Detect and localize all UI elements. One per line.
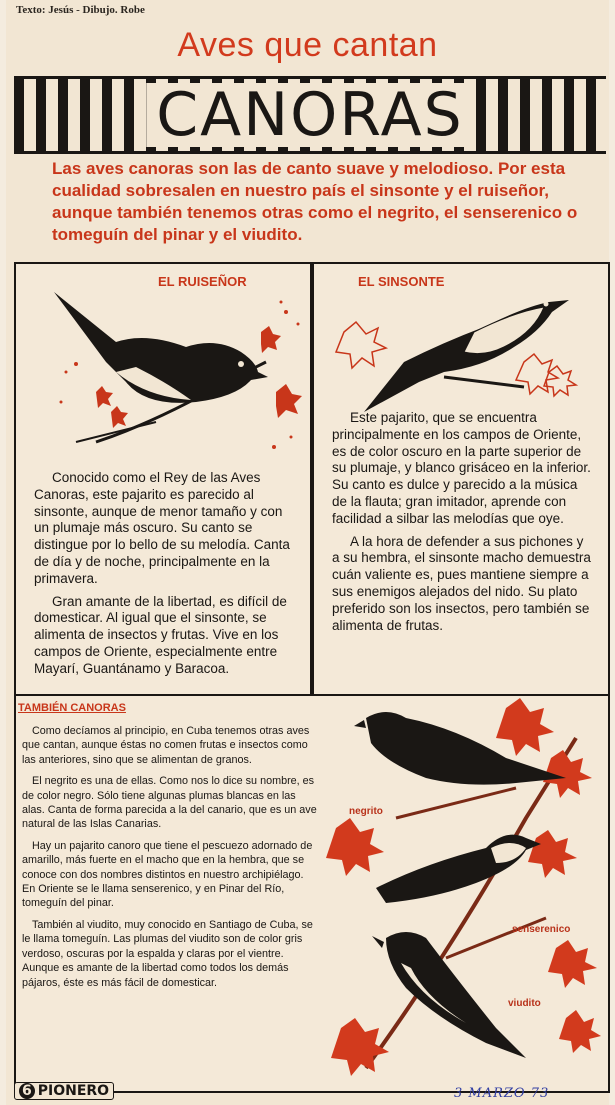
sinsonte-paragraph-1: Este pajarito, que se encuentra principalmente en los campos de Oriente, es de color oscuro en la parte superior de su plumaje, y blanco grisáceo en la inferior. Su canto es dulce y parecido a la música de la flauta; gran imitador, aprende con facilidad a silbar las melodías que oye.: [332, 410, 591, 526]
handwritten-date: 3 MARZO 73: [454, 1086, 550, 1101]
ruisenor-paragraph-1: Conocido como el Rey de las Aves Canoras, este pajarito es parecido al sinsonte, aunque de menor tamaño y con un plumaje más oscuro. Su canto se distingue por lo bello de su melodía. Canta de día y de noche, principalmente en la primavera.: [34, 470, 290, 586]
ruisenor-text: [34, 470, 296, 684]
birds-illustration: [326, 698, 606, 1088]
tambien-paragraph-1: Como decíamos al principio, en Cuba tenemos otras aves que cantan, aunque éstas no comen frutas e insectos como las anteriores, sino que se alimentan de granos.: [22, 725, 310, 766]
viudito-label: viudito: [508, 998, 541, 1009]
sinsonte-paragraph-2: A la hora de defender a sus pichones y a su hembra, el sinsonte macho demuestra cuán valiente es, pues mantiene siempre a sus enemigos alejados del nido. Su plato preferido son los insectos, pero también se alimenta de frutas.: [332, 533, 591, 633]
senserenico-label: senserenico: [512, 924, 571, 935]
tambien-paragraph-2: El negrito es una de ellas. Como nos lo dice su nombre, es de color negro. Sólo tiene algunas plumas blancas en las alas. Canta de forma parecida a la del canario, que es un ave natural de las Islas Canarias.: [22, 775, 317, 831]
ruisenor-paragraph-2: Gran amante de la libertad, es difícil de domesticar. Al igual que el sinsonte, se alimenta de insectos y frutas. Vive en los campos de Oriente, especialmente entre Mayarí, Guantánamo y Baracoa.: [34, 593, 287, 676]
sinsonte-illustration: [324, 272, 594, 407]
title-top: Aves que cantan: [177, 26, 438, 64]
tambien-text: [22, 724, 318, 997]
negrito-label: negrito: [349, 806, 383, 817]
logo-text: PIONERO: [37, 1083, 110, 1099]
title-banner: [14, 76, 606, 154]
ruisenor-section: [14, 262, 312, 696]
credit-line: Texto: Jesús - Dibujo. Robe: [16, 4, 145, 16]
sinsonte-text: [332, 410, 594, 640]
tambien-paragraph-4: También al viudito, muy conocido en Santiago de Cuba, se le llama tomeguín. Las plumas del viudito son de color gris verdoso, oscuras por la espalda y claras por el vientre. Aunque es amante de la libertad como todos los demás pájaros, éste es más fácil de domesticar.: [22, 918, 313, 989]
sinsonte-heading: EL SINSONTE: [358, 274, 445, 289]
tambien-paragraph-3: Hay un pajarito canoro que tiene el pescuezo adornado de amarillo, más fuerte en el macho que en la hembra, que se conoce con dos nombres distintos en nuestro archipiélago. En Oriente se le llama senserenico, y en Pinar del Río, tomeguín del pinar.: [22, 839, 313, 910]
main-title: CANORAS: [146, 83, 473, 147]
sinsonte-section: [312, 262, 610, 696]
intro-paragraph: Las aves canoras son las de canto suave y melodioso. Por esta cualidad sobresalen en nuestro país el sinsonte y el ruiseñor, aunque también tenemos otras como el negrito, el senserenico o tomeguín del pinar y el viudito.: [52, 159, 578, 244]
tambien-heading: TAMBIÉN CANORAS: [18, 702, 126, 714]
ruisenor-illustration: [36, 272, 306, 462]
tambien-canoras-section: [14, 694, 610, 1093]
pionero-logo: [14, 1082, 114, 1100]
page-number: 6: [19, 1083, 35, 1099]
ruisenor-heading: EL RUISEÑOR: [158, 274, 247, 289]
